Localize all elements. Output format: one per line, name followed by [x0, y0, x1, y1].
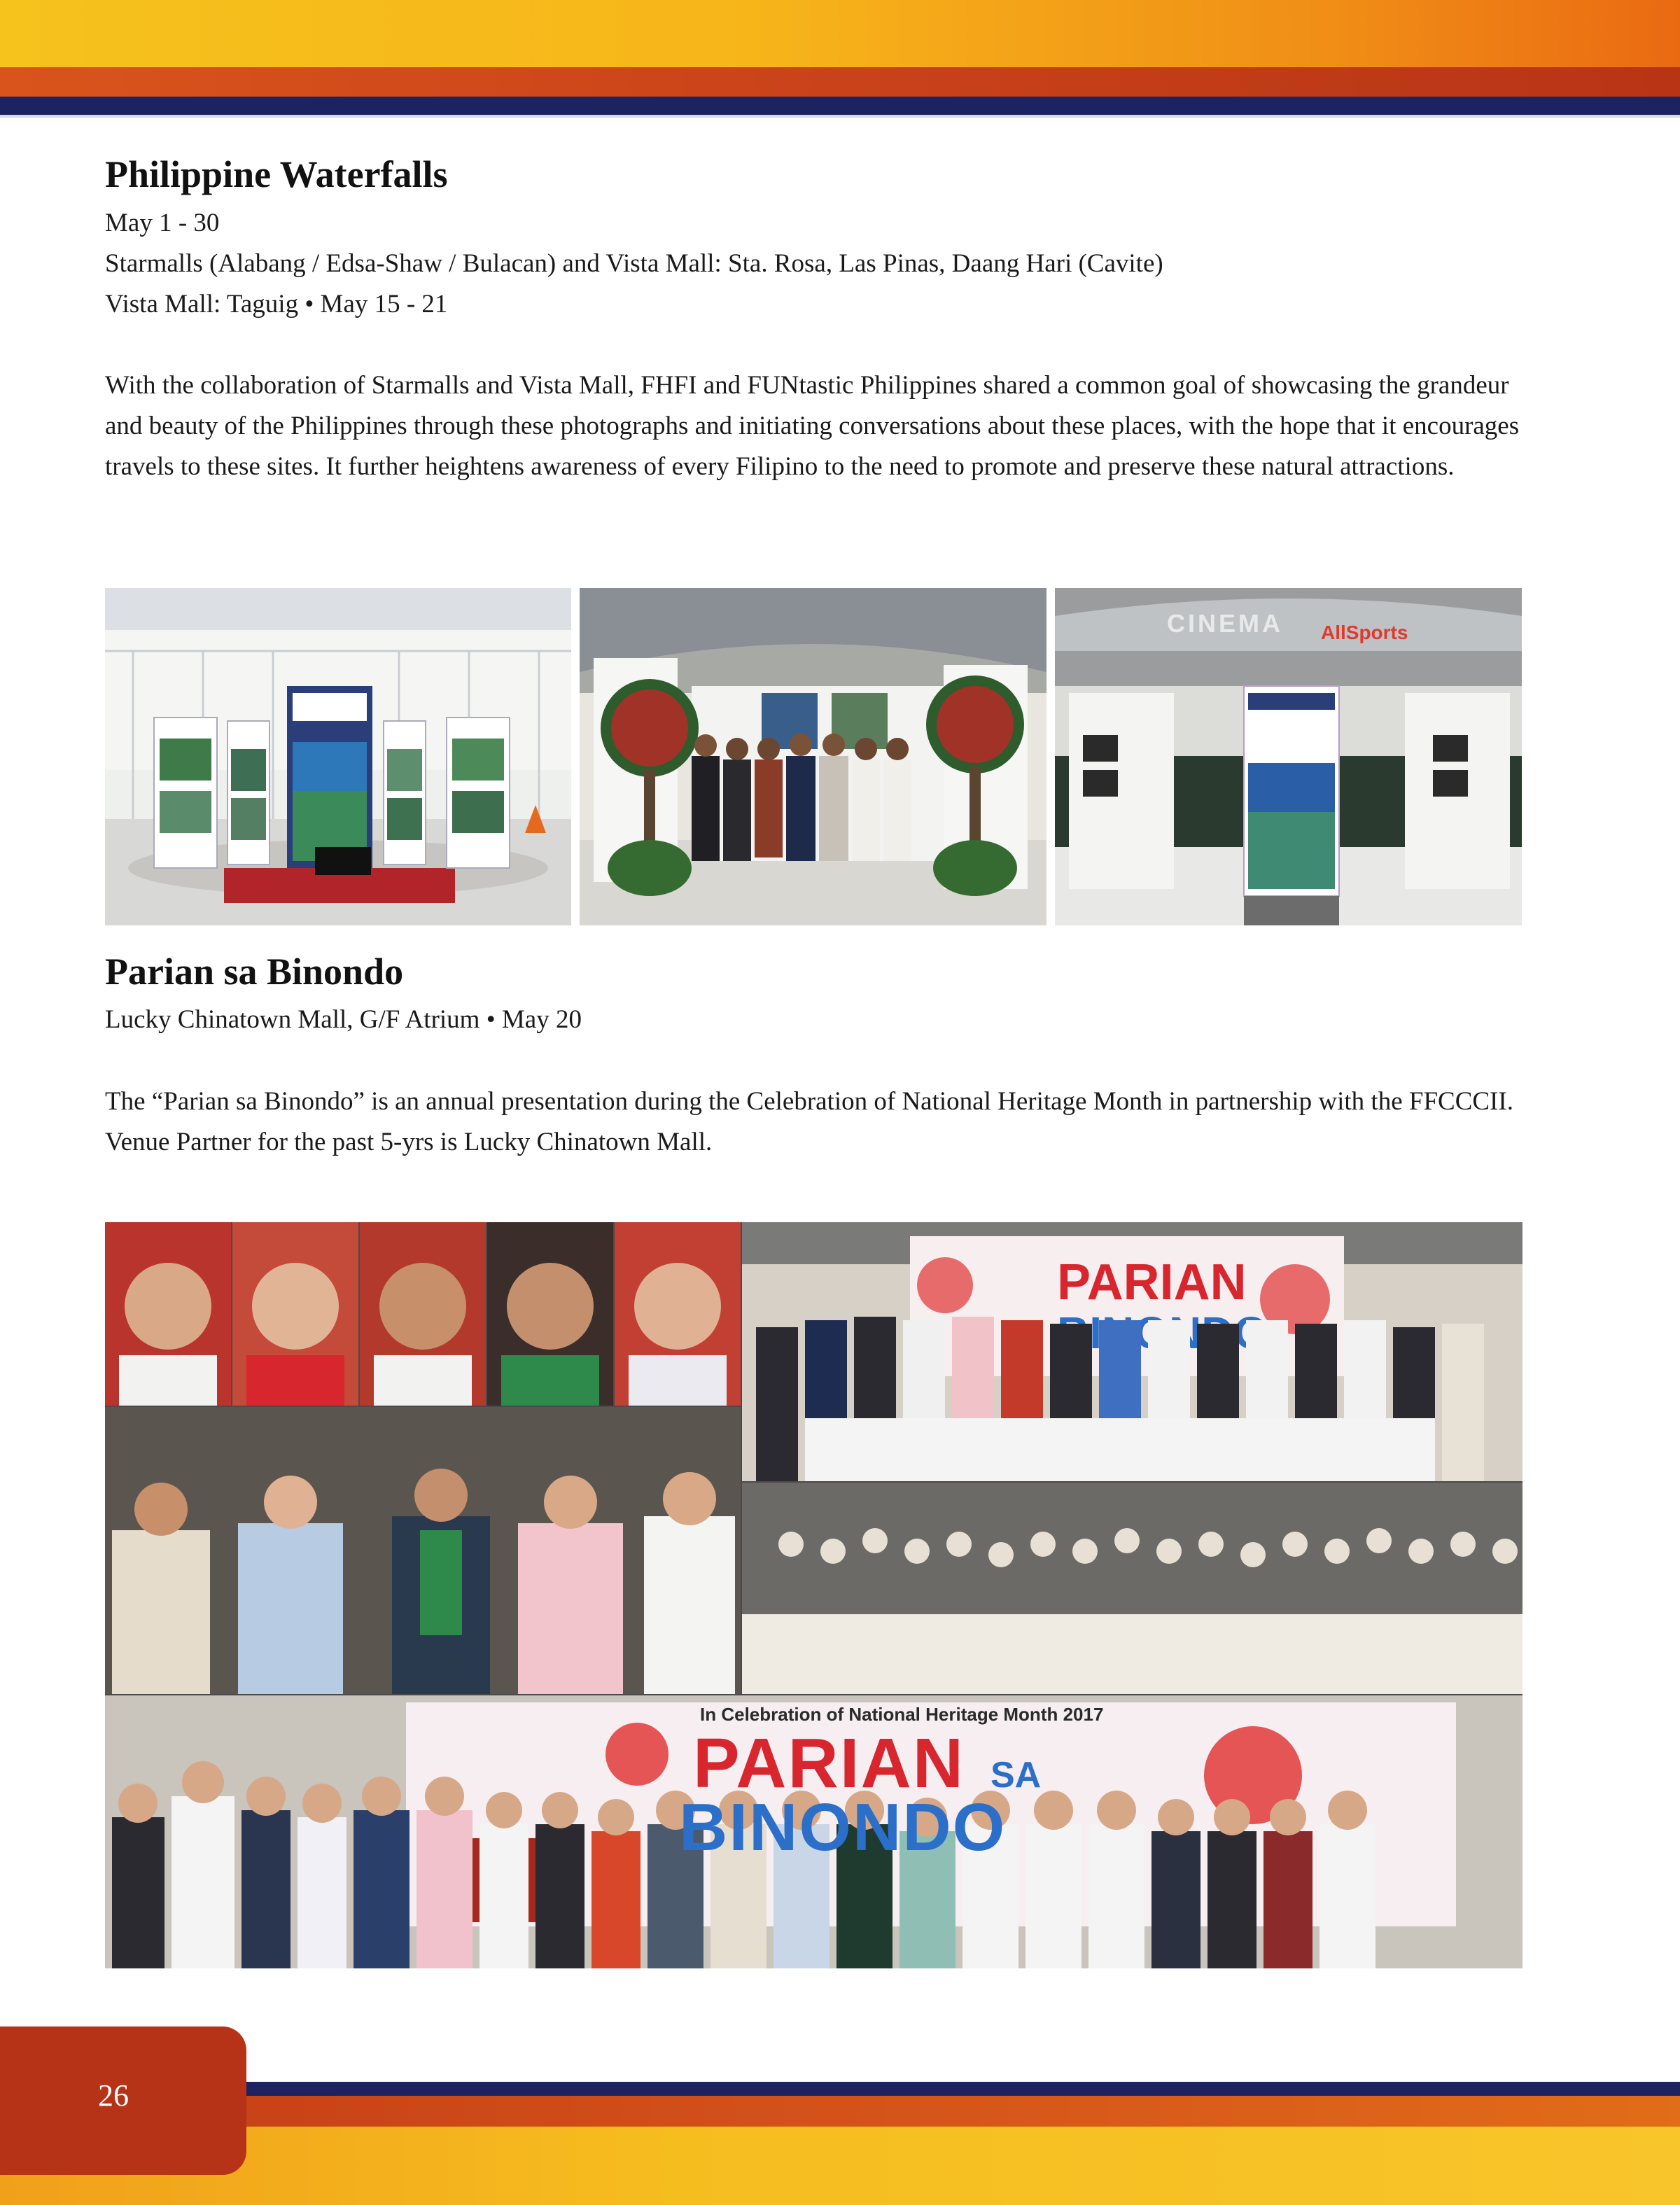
section1-taguig: Vista Mall: Taguig • May 15 - 21	[105, 290, 448, 318]
section1-meta	[105, 203, 1163, 325]
section2-paragraph: The “Parian sa Binondo” is an annual presentation during the Celebration of National Heritage Month in partnership with the FFCCCII. Venue Partner for the past 5-yrs is Lucky Chinatown Mall.	[105, 1087, 1513, 1156]
photo-waterfalls-exhibit	[105, 588, 571, 925]
section-title-philippine-waterfalls: Philippine Waterfalls	[105, 153, 448, 195]
footer-gold-stripe	[0, 2127, 1680, 2205]
section-title-parian-sa-binondo: Parian sa Binondo	[105, 951, 404, 993]
footer-orange-stripe	[0, 2096, 1680, 2127]
photo-mall-cinema	[1055, 588, 1522, 925]
header-band	[0, 0, 1680, 122]
footer-band	[0, 2072, 1680, 2205]
photo-mall-cinema-art	[1055, 588, 1522, 925]
section1-paragraph: With the collaboration of Starmalls and Vista Mall, FHFI and FUNtastic Philippines shared a common goal of showcasing the grandeur and beauty of the Philippines through these photographs and initiating conversations about these places, with the hope that it encourages travels to these sites. It further heightens awareness of every Filipino to the need to promote and preserve these natural attractions.	[105, 371, 1520, 481]
photo-group-with-flowers	[580, 588, 1046, 925]
section1-dates: May 1 - 30	[105, 209, 220, 237]
header-navy-stripe	[0, 97, 1680, 115]
banner-heading: In Celebration of National Heritage Month 2017	[700, 1704, 1104, 1725]
allsports-sign: AllSports	[1321, 622, 1408, 643]
svg-text:PARIAN: PARIAN	[1057, 1254, 1247, 1310]
photo-group-with-flowers-art	[580, 588, 1046, 925]
section2-meta	[105, 1000, 582, 1040]
header-gold-stripe	[0, 0, 1680, 67]
section2-venue: Lucky Chinatown Mall, G/F Atrium • May 20	[105, 1005, 582, 1034]
cinema-sign: CINEMA	[1167, 609, 1283, 638]
section1-venues: Starmalls (Alabang / Edsa-Shaw / Bulacan) and Vista Mall: Sta. Rosa, Las Pinas, Daang Hari (Cavite)	[105, 249, 1163, 278]
page-number: 26	[98, 2078, 129, 2113]
photo-collage-parian	[105, 1222, 1522, 1968]
banner-parian: PARIAN	[693, 1724, 965, 1802]
banner-sa: SA	[990, 1755, 1042, 1795]
photo-waterfalls-exhibit-art	[105, 588, 571, 925]
header-thin-stripe	[0, 115, 1680, 118]
header-orange-stripe	[0, 67, 1680, 97]
banner-binondo: BINONDO	[679, 1790, 1007, 1865]
footer-navy-stripe	[0, 2082, 1680, 2096]
